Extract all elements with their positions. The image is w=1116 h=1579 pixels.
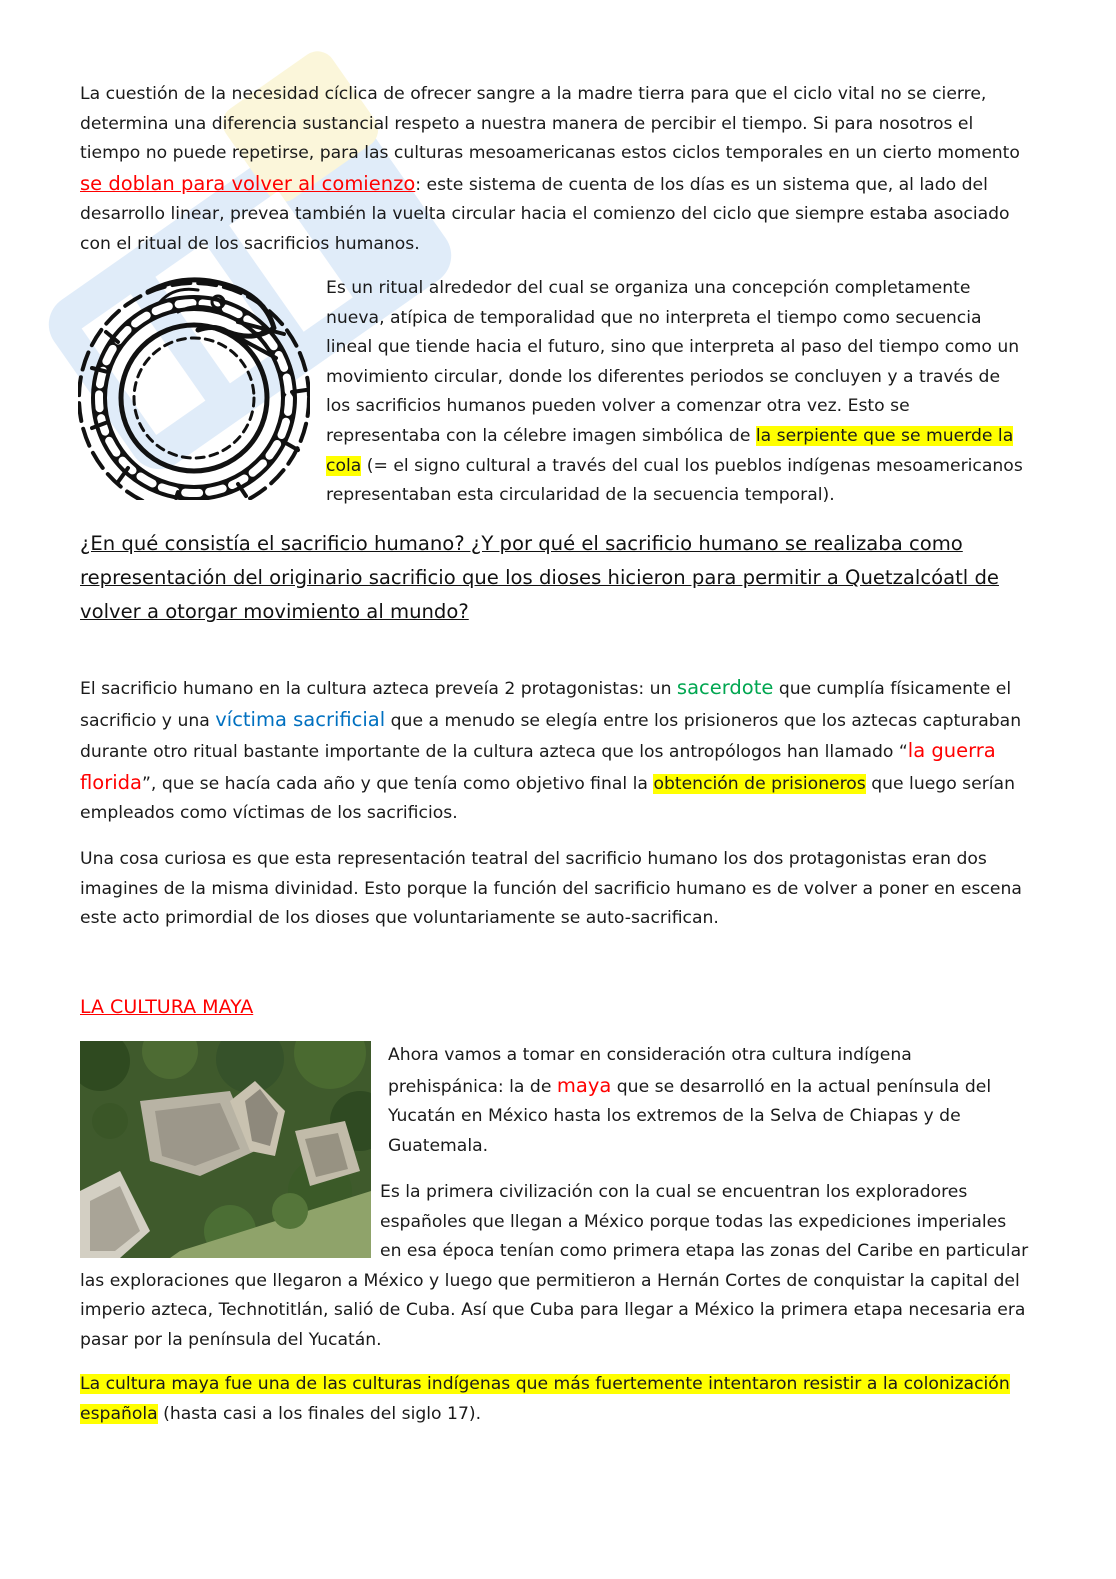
paragraph-text: Ahora vamos a tomar en consideración otra cultura indígena prehispánica: la de xyxy=(388,1045,912,1097)
paragraph-text: que se desarrolló en la actual península del Yucatán en México hasta los extremos de la Selva de Chiapas y de Guatemala. xyxy=(388,1076,992,1156)
paragraph-text: ”, que se hacía cada año y que tenía como objetivo final la xyxy=(141,773,654,794)
paragraph-resistance xyxy=(80,1370,1035,1429)
emphasis-text: maya xyxy=(556,1073,612,1097)
paragraph-text: que a menudo se elegía entre los prisioneros que los aztecas capturaban durante otro ritual bastante importante de la cultura azteca que los antropólogos han llamado “ xyxy=(80,710,1022,763)
paragraph-text: Es la primera civilización con la cual se encuentran los exploradores españoles que llegan a México porque todas las expediciones imperiales en esa época tenían como primera etapa las zonas del Caribe en particular las exploraciones que llegaron a México y luego que permitieron a Hernán Cortes de conquistar la capital del imperio azteca, Technotitlán, salió de Cuba. Así que Cuba para llegar a México la primera etapa necesaria era pasar por la península del Yucatán. xyxy=(80,1182,1029,1350)
highlighted-text: obtención de prisioneros xyxy=(653,773,866,794)
emphasis-text: víctima sacrificial xyxy=(215,707,386,731)
paragraph-text: (hasta casi a los finales del siglo 17). xyxy=(157,1403,482,1424)
section-heading: LA CULTURA MAYA xyxy=(80,996,254,1018)
paragraph-text: : este sistema de cuenta de los días es un sistema que, al lado del desarrollo linear, prevea también la vuelta circular hacia el comienzo del ciclo que siempre estaba asociado con el ritual de los sacrificios humanos. xyxy=(80,174,1010,254)
paragraph-explorers xyxy=(80,1178,1030,1356)
emphasis-text: sacerdote xyxy=(676,676,774,699)
image-wrap-spacer xyxy=(80,1178,380,1266)
paragraph-text: (= el signo cultural a través del cual los pueblos indígenas mesoamericanos representaban esta circularidad de la secuencia temporal). xyxy=(326,455,1023,506)
paragraph-maya-intro xyxy=(388,1041,1028,1161)
paragraph-text: La cuestión de la necesidad cíclica de ofrecer sangre a la madre tierra para que el ciclo vital no se cierre, determina una diferencia sustancial respeto a nuestra manera de percibir el tiempo. Si para nosotros el tiempo no puede repetirse, para las culturas mesoamericanas estos ciclos temporales en un cierto momento xyxy=(80,84,1020,164)
highlighted-text: La cultura maya fue una de las culturas indígenas que más fuertemente intentaron resistir a la colonización española xyxy=(80,1374,1010,1424)
serpent-biting-tail-image xyxy=(78,272,310,500)
emphasis-text: la guerra florida xyxy=(80,739,996,794)
paragraph-text: que cumplía físicamente el sacrificio y una xyxy=(80,679,1012,731)
paragraph-text: que luego serían empleados como víctimas de los sacrificios. xyxy=(80,773,1015,824)
paragraph-text: El sacrificio humano en la cultura azteca preveía 2 protagonistas: un xyxy=(80,679,677,699)
highlighted-text: la serpiente que se muerde la cola xyxy=(326,425,1014,476)
paragraph-time-cycles xyxy=(80,80,1035,260)
paragraph-text: Es un ritual alrededor del cual se organiza una concepción completamente nueva, atípica de temporalidad que no interpreta el tiempo como secuencia lineal que tiende hacia el futuro, sino que interpreta al paso del tiempo como un movimiento circular, donde los diferentes periodos se concluyen y a través de los sacrificios humanos pueden volver a comenzar otra vez. Esto se representaba con la célebre imagen simbólica de xyxy=(326,278,1020,446)
paragraph-theatre: Una cosa curiosa es que esta representación teatral del sacrificio humano los dos protagonistas eran dos imagines de la misma divinidad. Esto porque la función del sacrificio humano es de volver a poner en escena este acto primordial de los dioses que voluntariamente se auto-sacrifican. xyxy=(80,849,1022,929)
paragraph-serpent xyxy=(326,274,1026,511)
paragraph-sacrifice xyxy=(80,673,1035,829)
question-heading: ¿En qué consistía el sacrificio humano? ¿Y por qué el sacrificio humano se realizaba como representación del originario sacrificio que los dioses hicieron para permitir a Quetzalcóatl de volver a otorgar movimiento al mundo? xyxy=(80,532,999,623)
emphasis-text: se doblan para volver al comienzo xyxy=(80,171,416,195)
